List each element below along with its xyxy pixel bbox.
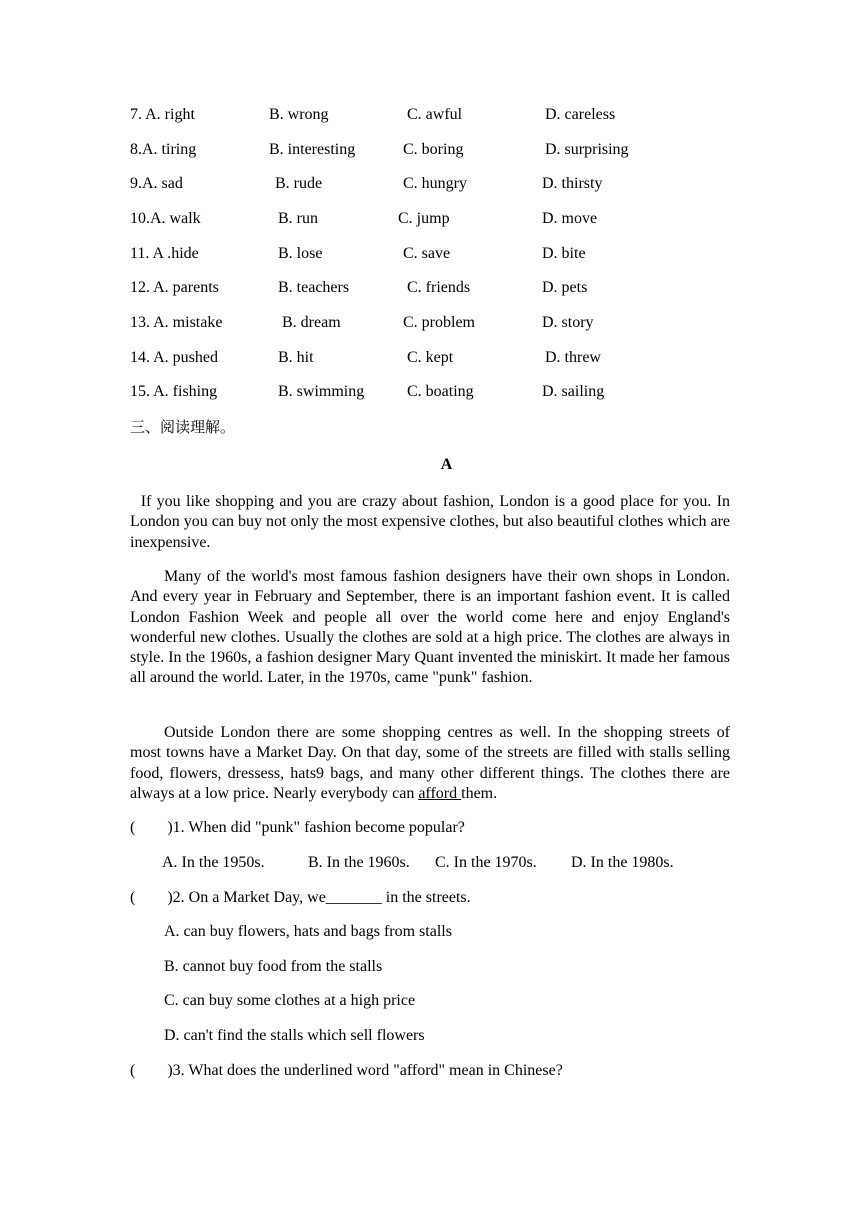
choice-option-a: 9.A. sad xyxy=(130,175,183,192)
choice-option-b: B. run xyxy=(278,210,318,227)
choice-row-9 xyxy=(130,174,750,194)
choice-option-d: D. bite xyxy=(542,245,586,262)
choice-option-a: 7. A. right xyxy=(130,106,195,123)
choice-row-8 xyxy=(130,140,750,160)
choice-option-d: D. careless xyxy=(545,106,616,123)
choice-option-b: B. wrong xyxy=(269,106,329,123)
choice-option-d: D. sailing xyxy=(542,383,605,400)
choice-option-b: B. swimming xyxy=(278,383,365,400)
choice-option-d: D. move xyxy=(542,210,598,227)
paragraph-3-end: them. xyxy=(461,784,498,802)
paragraph-3-text: Outside London there are some shopping centres as well. In the shopping streets of most towns have a Market Day. On that day, some of the streets are filled with stalls selling food, flowers, dressess, hats9 bags, and many other different things. The clothes there are always at a low price. Nearly everybody can xyxy=(130,724,730,802)
choice-option-b: B. hit xyxy=(278,349,314,366)
question-1: ( )1. When did "punk" fashion become popular? xyxy=(130,819,465,836)
choice-option-a: 13. A. mistake xyxy=(130,314,223,331)
choice-option-a: 11. A .hide xyxy=(130,245,199,262)
passage-paragraph-2: Many of the world's most famous fashion designers have their own shops in London. And every year in February and September, there is an important fashion event. It is called London Fashion Week and people all over the world come here and enjoy England's wonderful new clothes. Usually the clothes are sold at a high price. The clothes are always in style. In the 1960s, a fashion designer Mary Quant invented the miniskirt. It made her famous all around the world. Later, in the 1970s, came "punk" fashion. xyxy=(130,568,730,687)
choice-row-12 xyxy=(130,278,750,298)
choice-row-14 xyxy=(130,348,750,368)
passage-title: A xyxy=(440,456,453,473)
choice-option-a: 8.A. tiring xyxy=(130,141,197,158)
question-2-option-d: D. can't find the stalls which sell flowers xyxy=(164,1027,425,1044)
choice-option-c: C. save xyxy=(403,245,451,262)
choice-option-b: B. interesting xyxy=(269,141,356,158)
question-2: ( )2. On a Market Day, we_______ in the streets. xyxy=(130,889,471,906)
choice-option-b: B. teachers xyxy=(278,279,350,296)
passage-paragraph-1: If you like shopping and you are crazy about fashion, London is a good place for you. In London you can buy not only the most expensive clothes, but also beautiful clothes which are inexpensive. xyxy=(130,493,735,551)
choice-option-d: D. thirsty xyxy=(542,175,603,192)
choice-option-a: 12. A. parents xyxy=(130,279,219,296)
choice-row-10 xyxy=(130,209,750,229)
choice-option-c: C. problem xyxy=(403,314,475,331)
choice-option-c: C. awful xyxy=(407,106,463,123)
choice-option-b: B. lose xyxy=(278,245,323,262)
question-2-option-a: A. can buy flowers, hats and bags from stalls xyxy=(164,923,452,940)
choice-option-c: C. boring xyxy=(403,141,464,158)
choice-row-15 xyxy=(130,382,750,402)
choice-option-a: 14. A. pushed xyxy=(130,349,218,366)
choice-row-7 xyxy=(130,105,750,125)
choice-option-c: C. friends xyxy=(407,279,471,296)
choice-row-13 xyxy=(130,313,750,333)
choice-option-a: 15. A. fishing xyxy=(130,383,218,400)
choice-option-d: D. story xyxy=(542,314,594,331)
choice-option-c: C. boating xyxy=(407,383,474,400)
question-2-option-c: C. can buy some clothes at a high price xyxy=(164,992,416,1009)
choice-option-b: B. rude xyxy=(275,175,323,192)
choice-option-d: D. threw xyxy=(545,349,601,366)
question-1-option-a: A. In the 1950s. xyxy=(162,854,265,871)
choice-option-d: D. surprising xyxy=(545,141,629,158)
choice-option-c: C. kept xyxy=(407,349,454,366)
choice-option-c: C. jump xyxy=(398,210,450,227)
choice-option-d: D. pets xyxy=(542,279,588,296)
underlined-word-afford: afford xyxy=(418,784,462,802)
question-1-option-c: C. In the 1970s. xyxy=(435,854,537,871)
section-heading: 三、阅读理解。 xyxy=(130,418,236,436)
passage-paragraph-3 xyxy=(130,723,730,804)
question-2-option-b: B. cannot buy food from the stalls xyxy=(164,958,383,975)
choice-row-11 xyxy=(130,244,750,264)
choice-option-b: B. dream xyxy=(282,314,341,331)
choice-option-a: 10.A. walk xyxy=(130,210,201,227)
question-3: ( )3. What does the underlined word "afford" mean in Chinese? xyxy=(130,1062,563,1079)
choice-option-c: C. hungry xyxy=(403,175,467,192)
question-1-option-b: B. In the 1960s. xyxy=(308,854,410,871)
question-1-option-d: D. In the 1980s. xyxy=(571,854,674,871)
